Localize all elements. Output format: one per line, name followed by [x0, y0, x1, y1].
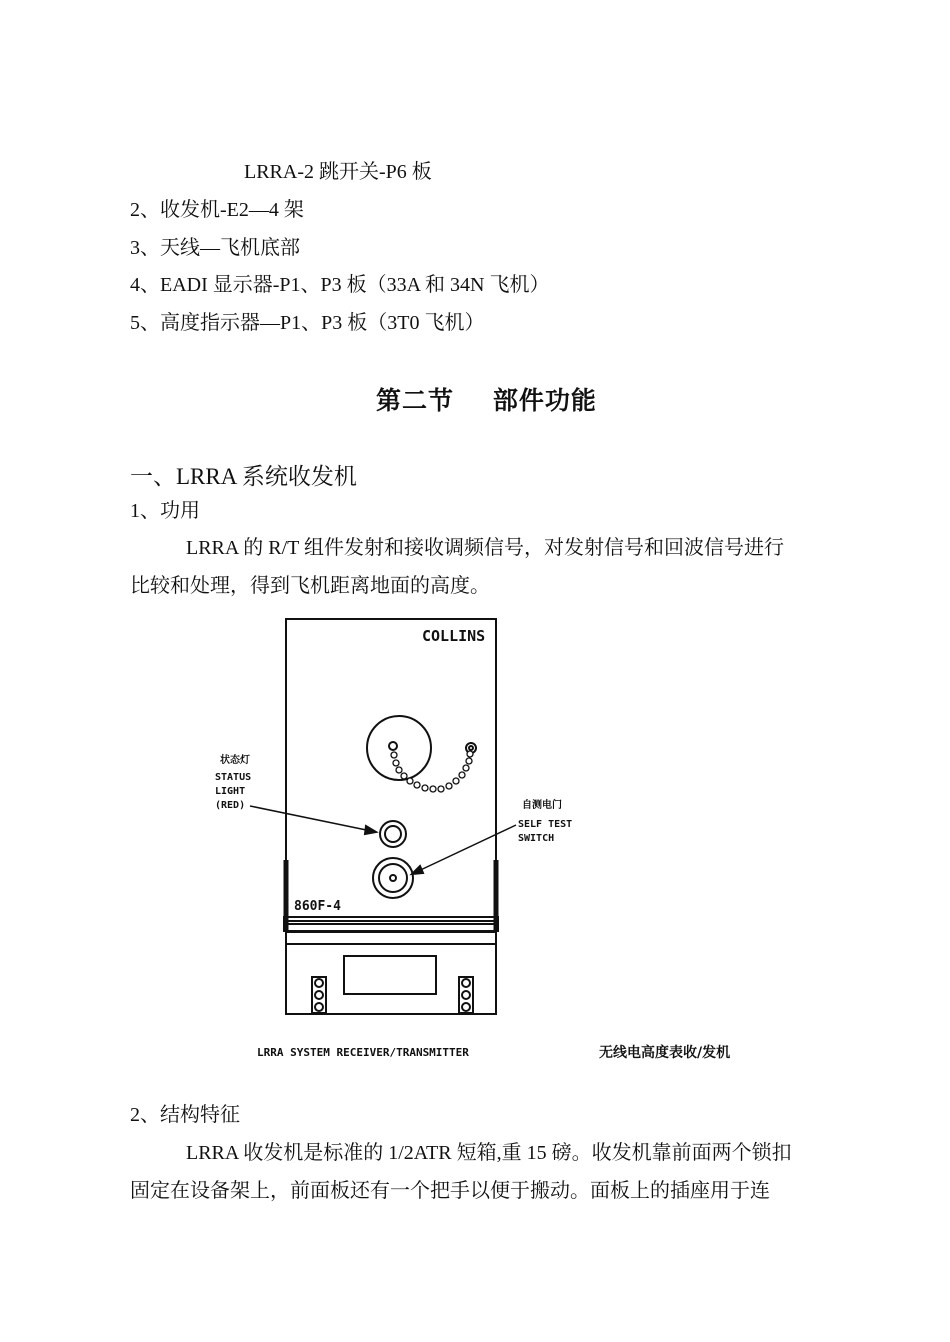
handle: [344, 956, 436, 994]
function-heading: 1、功用: [130, 500, 200, 522]
status-light: [380, 821, 406, 847]
figure-caption-en: LRRA SYSTEM RECEIVER/TRANSMITTER: [257, 1046, 469, 1059]
section-title: 第二节 部件功能: [376, 386, 597, 415]
figure-caption-cn: 无线电高度表收/发机: [599, 1045, 731, 1061]
location-item-4: 4、EADI 显示器-P1、P3 板（33A 和 34N 飞机）: [130, 274, 550, 296]
structure-heading: 2、结构特征: [130, 1104, 240, 1126]
structure-paragraph-line-2: 固定在设备架上，前面板还有一个把手以便于搬动。面板上的插座用于连: [130, 1180, 770, 1202]
location-item-3: 3、天线—飞机底部: [130, 237, 300, 259]
status-light-label-1: STATUS: [215, 772, 252, 783]
location-item-5: 5、高度指示器—P1、P3 板（3T0 飞机）: [130, 312, 485, 334]
self-test-label-2: SWITCH: [518, 833, 555, 844]
brand-label: COLLINS: [422, 627, 486, 645]
function-paragraph-line-1: LRRA 的 R/T 组件发射和接收调频信号，对发射信号和回波信号进行: [186, 537, 784, 559]
self-test-cn-label: 自测电门: [522, 800, 562, 811]
structure-paragraph-line-1: LRRA 收发机是标准的 1/2ATR 短箱,重 15 磅。收发机靠前面两个锁扣: [186, 1142, 792, 1164]
function-paragraph-line-2: 比较和处理，得到飞机距离地面的高度。: [130, 575, 490, 597]
subsection-title: 一、LRRA 系统收发机: [130, 464, 357, 489]
status-light-label-2: LIGHT: [215, 786, 246, 797]
status-light-cn-label: 状态灯: [220, 755, 250, 766]
self-test-label-1: SELF TEST: [518, 819, 573, 830]
location-item-2: 2、收发机-E2—4 架: [130, 199, 304, 221]
location-item-1: LRRA-2 跳开关-P6 板: [244, 161, 432, 183]
model-label: 860F-4: [294, 899, 341, 914]
receiver-transmitter-figure: [200, 612, 800, 1072]
status-light-label-3: (RED): [215, 800, 246, 811]
